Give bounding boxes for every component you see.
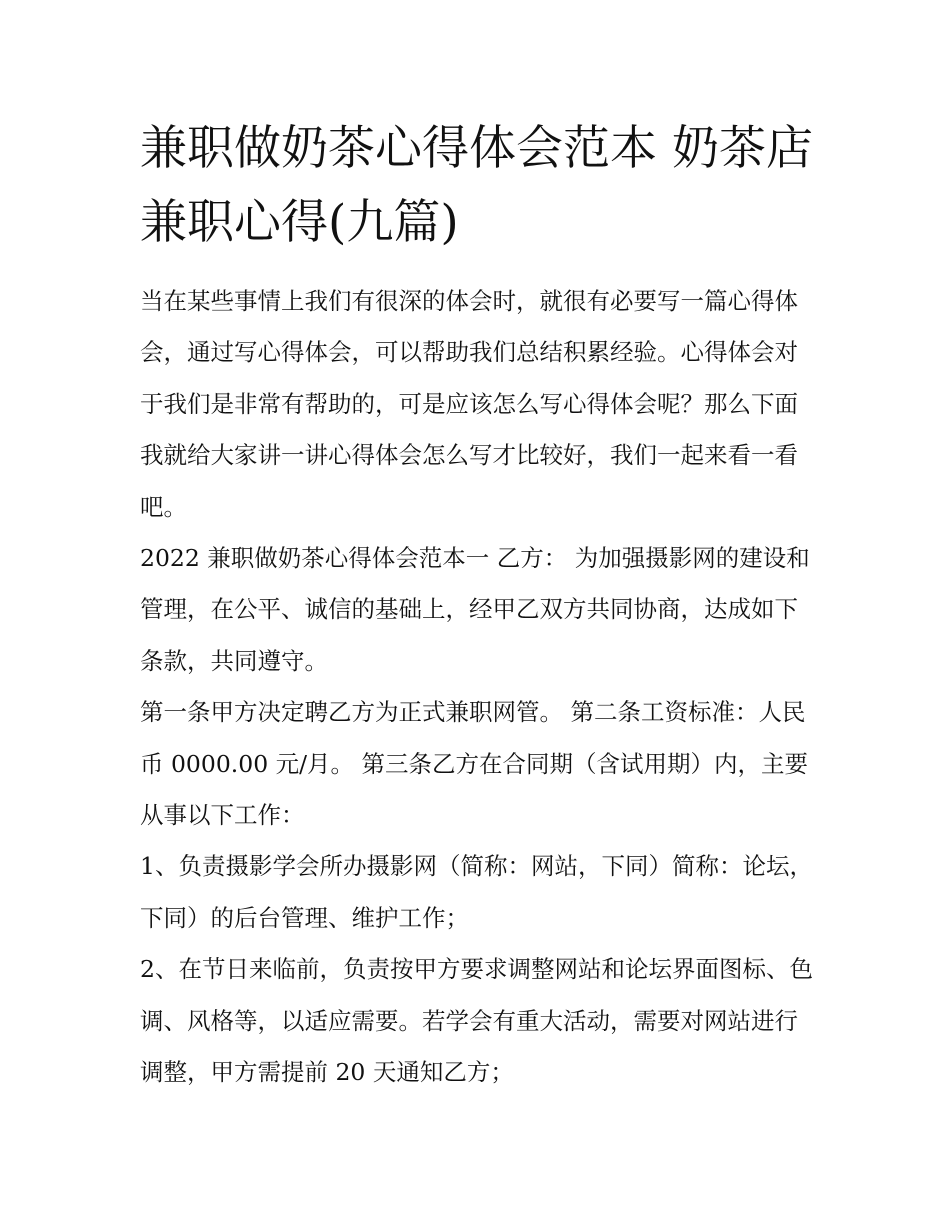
paragraph-intro: 当在某些事情上我们有很深的体会时，就很有必要写一篇心得体会，通过写心得体会，可以帮助我们总结积累经验。心得体会对于我们是非常有帮助的，可是应该怎么写心得体会呢？那么下面我就给大家讲一讲心得体会怎么写才比较好，我们一起来看一看吧。 (140, 287, 798, 521)
paragraph-item-2: 2、在节日来临前，负责按甲方要求调整网站和论坛界面图标、色调、风格等，以适应需要。若学会有重大活动，需要对网站进行调整，甲方需提前 20 天通知乙方； (140, 955, 813, 1087)
paragraph-articles: 第一条甲方决定聘乙方为正式兼职网管。 第二条工资标准：人民币 0000.00 元/月。 第三条乙方在合同期（含试用期）内，主要从事以下工作： (140, 698, 809, 830)
paragraph-sample-one: 2022 兼职做奶茶心得体会范本一 乙方： 为加强摄影网的建设和管理，在公平、诚信的基础上，经甲乙双方共同协商，达成如下条款，共同遵守。 (140, 544, 810, 675)
document-title: 兼职做奶茶心得体会范本 奶茶店兼职心得(九篇) (140, 121, 813, 250)
document-body (140, 112, 820, 1099)
paragraph-item-1: 1、负责摄影学会所办摄影网（简称：网站，下同）简称：论坛，下同）的后台管理、维护工作； (140, 852, 813, 932)
